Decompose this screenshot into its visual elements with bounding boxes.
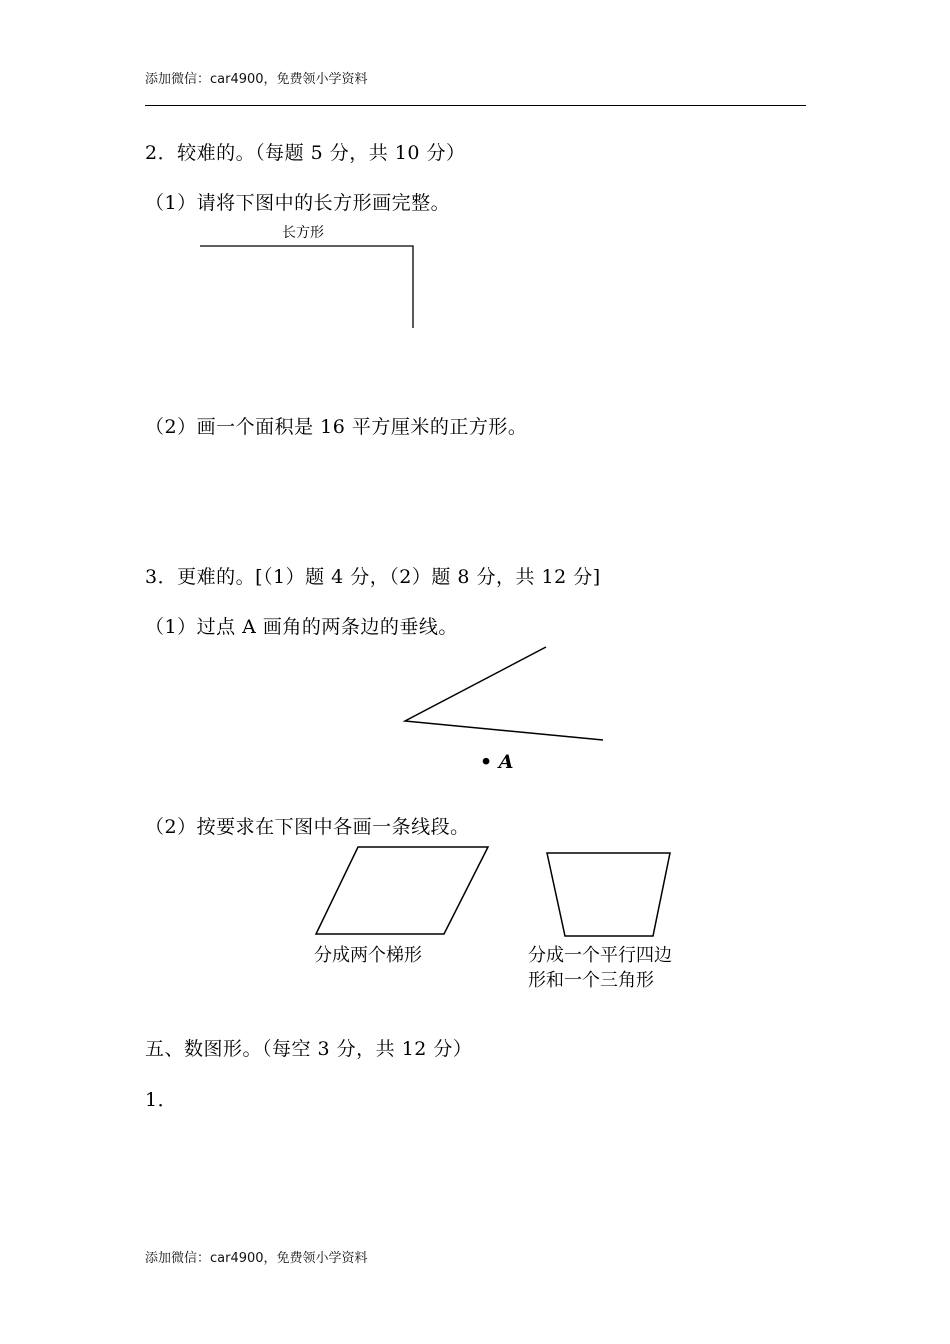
- q3-title: 3．更难的。[（1）题 4 分，（2）题 8 分，共 12 分]: [145, 566, 601, 588]
- q2-part2-text: （2）画一个面积是 16 平方厘米的正方形。: [145, 416, 528, 438]
- q2-title: 2．较难的。（每题 5 分，共 10 分）: [145, 142, 466, 164]
- point-a-label: • A: [480, 751, 514, 773]
- trapezoid-shape: [547, 853, 670, 936]
- q3-part2-text: （2）按要求在下图中各画一条线段。: [145, 816, 470, 838]
- section5-title: 五、数图形。（每空 3 分，共 12 分）: [145, 1038, 473, 1060]
- trapezoid-caption-line1: 分成一个平行四边: [528, 945, 672, 966]
- q2-part1-text: （1）请将下图中的长方形画完整。: [145, 192, 451, 214]
- header-watermark: 添加微信：car4900，免费领小学资料: [145, 72, 368, 87]
- footer-watermark: 添加微信：car4900，免费领小学资料: [145, 1251, 368, 1266]
- trapezoid-caption-line2: 形和一个三角形: [528, 970, 654, 991]
- q3-part1-text: （1）过点 A 画角的两条边的垂线。: [145, 616, 458, 638]
- parallelogram-shape: [316, 847, 488, 934]
- rectangle-label: 长方形: [282, 225, 324, 241]
- parallelogram-caption: 分成两个梯形: [314, 945, 422, 966]
- section5-item1: 1．: [145, 1089, 178, 1111]
